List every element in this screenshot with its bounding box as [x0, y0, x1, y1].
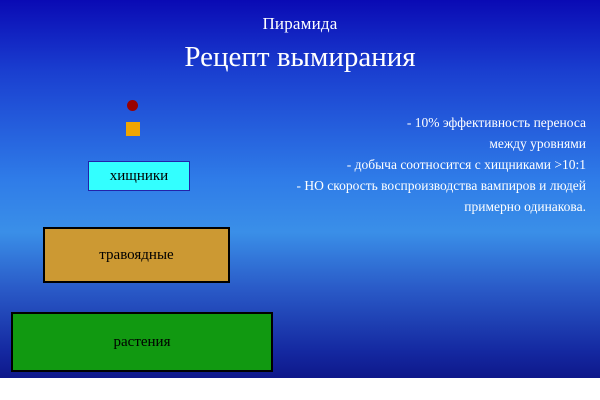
- pyramid-level-herbivores: [43, 227, 230, 283]
- note-line-1: - 10% эффективность переноса: [406, 115, 586, 130]
- slide-title: Рецепт вымирания: [184, 41, 416, 73]
- orange-square-icon: [126, 122, 140, 136]
- note-line-5: примерно одинакова.: [464, 199, 586, 214]
- red-dot-icon: [127, 100, 138, 111]
- pyramid-level-herbivores-label: травоядные: [99, 246, 174, 263]
- pyramid-level-predators-label: хищники: [109, 167, 169, 184]
- note-line-2: между уровнями: [489, 136, 586, 151]
- pyramid-level-plants: [11, 312, 273, 372]
- pyramid-level-predators: [88, 161, 190, 191]
- notes-block: [246, 112, 586, 217]
- note-line-4: - НО скорость воспроизводства вампиров и людей: [296, 178, 586, 193]
- slide-subtitle: Пирамида: [262, 14, 338, 33]
- note-line-3: - добыча соотносится с хищниками >10:1: [346, 157, 586, 172]
- pyramid-level-plants-label: растения: [113, 333, 171, 350]
